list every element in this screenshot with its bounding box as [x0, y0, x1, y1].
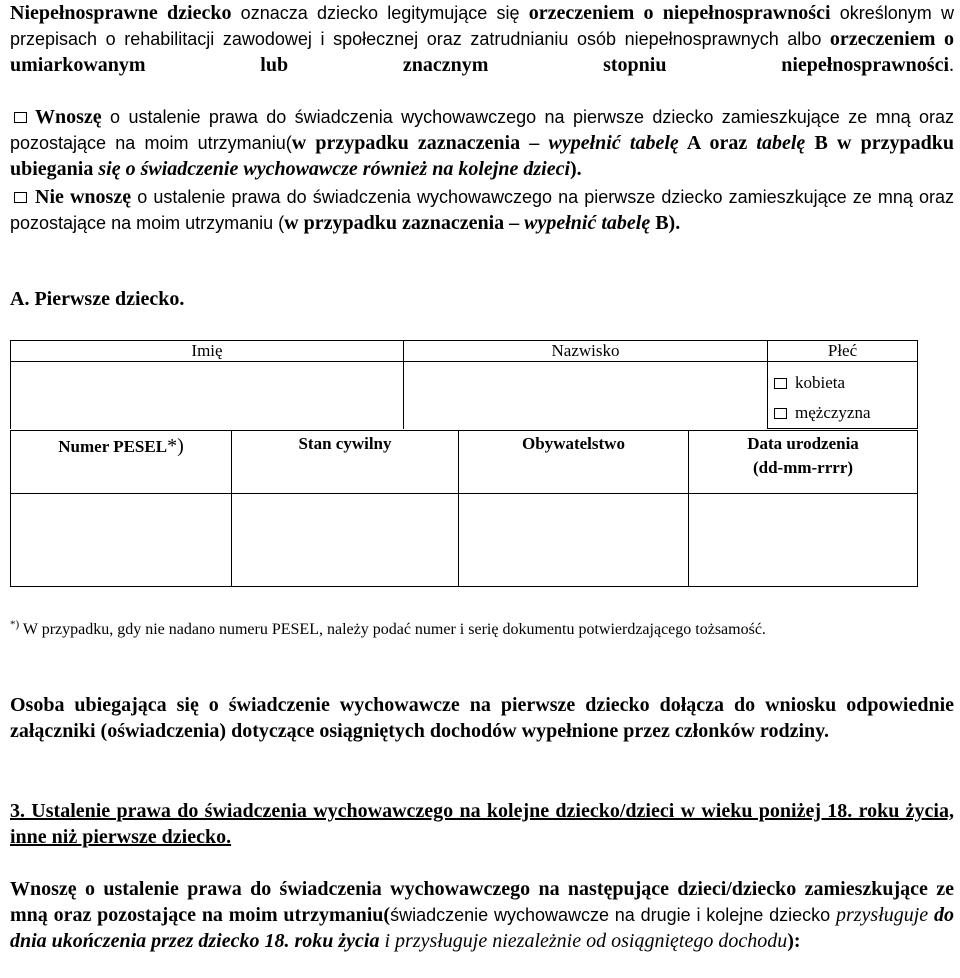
option-2-text: o ustalenie prawa do świadczenia wychowawczego na pierwsze dziecko zamieszkujące ze mną oraz pozostające na moim utrzymaniu (	[10, 187, 955, 233]
final-italic-2: i przysługuje niezależnie od osiągniętego dochodu	[379, 930, 788, 952]
option-2-dash: –	[504, 212, 525, 234]
col-stan-cywilny: Stan cywilny	[232, 431, 459, 494]
child-table-header	[10, 340, 918, 429]
option-2-bold: w przypadku zaznaczenia	[284, 212, 505, 234]
final-italic: przysługuje	[835, 904, 929, 926]
option-1-paragraph	[10, 104, 954, 182]
final-end: ):	[787, 930, 801, 952]
col-imie: Imię	[11, 341, 404, 362]
col-data-urodzenia	[689, 431, 918, 494]
option-2-end: B).	[650, 212, 681, 234]
final-paragraph	[10, 876, 954, 954]
option-1-end: ).	[570, 158, 582, 180]
kobieta-checkbox[interactable]	[774, 378, 787, 389]
option-2-paragraph	[10, 184, 954, 236]
imie-cell[interactable]	[11, 362, 404, 429]
final-bold: Wnoszę o ustalenie prawa do świadczenia wychowawczego na następujące dzieci/dziecko zamieszkujące ze mną oraz pozostające na moim utrzymaniu(	[10, 878, 954, 926]
mezczyzna-label: mężczyzna	[795, 403, 871, 422]
col-obywatelstwo: Obywatelstwo	[459, 431, 689, 494]
option-1-ubiegania: w przypadku ubiegania	[10, 132, 955, 180]
option-1-checkbox[interactable]	[14, 112, 27, 123]
option-2-label: Nie wnoszę	[35, 186, 132, 208]
intro-term: Niepełnosprawne dziecko	[10, 2, 232, 24]
option-1-kolejne: się o świadczenie wychowawcze również na kolejne dzieci	[93, 158, 571, 180]
option-2-italic: wypełnić tabelę	[524, 212, 651, 234]
mezczyzna-checkbox[interactable]	[774, 408, 787, 419]
intro-text-2: określonym w przepisach o rehabilitacji zawodowej i społecznej oraz zatrudnianiu osób niepełnosprawnych albo	[10, 3, 955, 49]
option-1-label: Wnoszę	[35, 106, 102, 128]
child-table-details	[10, 430, 918, 587]
section-3-title: 3. Ustalenie prawa do świadczenia wychowawczego na kolejne dziecko/dzieci w wieku poniżej 18. roku życia, inne niż pierwsze dziecko.	[10, 800, 954, 848]
option-1-oraz: oraz	[709, 132, 748, 154]
attachments-note: Osoba ubiegająca się o świadczenie wychowawcze na pierwsze dziecko dołącza do wniosku odpowiednie załączniki (oświadczenia) dotyczące osiągniętych dochodów wypełnione przez członków rodziny.	[10, 694, 954, 742]
pesel-input-cell[interactable]	[11, 494, 232, 587]
option-1-b: B	[805, 132, 838, 154]
plec-mezczyzna[interactable]	[774, 398, 899, 428]
col-pesel	[11, 431, 232, 494]
intro-text: oznacza dziecko legitymujące się	[231, 3, 529, 23]
option-1-dash: –	[520, 132, 549, 154]
intro-term-3: orzeczeniem o umiarkowanym lub znacznym stopniu niepełnosprawności	[10, 28, 954, 76]
obyw-input-cell[interactable]	[459, 494, 689, 587]
intro-end: .	[949, 54, 954, 76]
option-1-text: o ustalenie prawa do świadczenia wychowawczego na pierwsze dziecko zamieszkujące ze mną oraz pozostające na moim utrzymaniu(	[10, 107, 954, 153]
kobieta-label: kobieta	[795, 373, 846, 392]
pesel-mark: *)	[167, 435, 184, 457]
nazwisko-cell[interactable]	[404, 362, 768, 429]
footnote-mark: *)	[10, 618, 20, 631]
data-label: Data urodzenia	[747, 434, 859, 453]
data-format: (dd-mm-rrrr)	[752, 458, 854, 477]
option-1-a: A	[678, 132, 710, 154]
final-text: świadczenie wychowawcze na drugie i kolejne dziecko	[390, 905, 836, 925]
section-a-title: A. Pierwsze dziecko.	[10, 288, 185, 310]
intro-term-2: orzeczeniem o niepełnosprawności	[528, 2, 831, 24]
intro-paragraph	[10, 0, 954, 78]
option-2-checkbox[interactable]	[14, 192, 27, 203]
option-1-italic: wypełnić tabelę	[548, 132, 679, 154]
pesel-label: Numer PESEL	[58, 437, 168, 456]
plec-options	[768, 362, 918, 429]
col-plec: Płeć	[768, 341, 918, 362]
option-1-bold: w przypadku zaznaczenia	[291, 132, 521, 154]
footnote-text: W przypadku, gdy nie nadano numeru PESEL, należy podać numer i serię dokumentu potwierdzającego tożsamość.	[22, 621, 766, 638]
col-nazwisko: Nazwisko	[404, 341, 768, 362]
final-bold-italic: do dnia ukończenia przez dziecko 18. roku życia	[10, 904, 954, 952]
option-1-tabele: tabelę	[747, 132, 806, 154]
stan-input-cell[interactable]	[232, 494, 459, 587]
footnote	[10, 620, 766, 640]
data-input-cell[interactable]	[689, 494, 918, 587]
plec-kobieta[interactable]	[774, 368, 899, 398]
